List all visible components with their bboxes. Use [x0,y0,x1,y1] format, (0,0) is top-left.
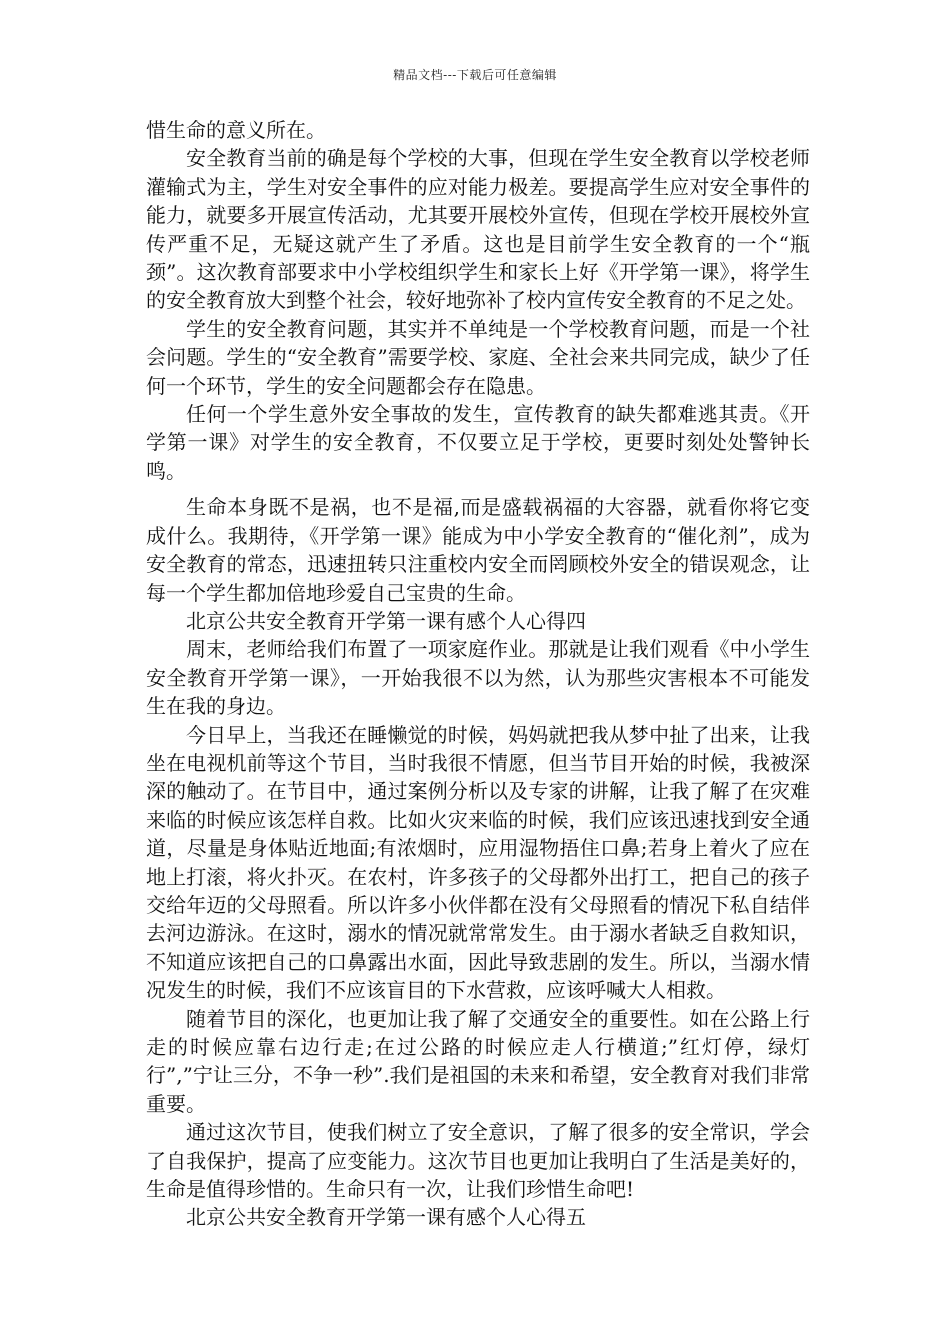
paragraph: 随着节目的深化，也更加让我了解了交通安全的重要性。如在公路上行走的时候应靠右边行走;在过公路的时候应走人行横道;”红灯停，绿灯行”,”宁让三分，不争一秒”.我们是祖国的未来和希望，安全教育对我们非常重要。 [146,1006,810,1116]
paragraph: 通过这次节目，使我们树立了安全意识，了解了很多的安全常识，学会了自我保护，提高了应变能力。这次节目也更加让我明白了生活是美好的，生命是值得珍惜的。生命只有一次，让我们珍惜生命吧! [146,1120,810,1202]
document-body [146,116,810,1232]
section-heading: 北京公共安全教育开学第一课有感个人心得五 [186,1205,586,1230]
paragraph: 周末，老师给我们布置了一项家庭作业。那就是让我们观看《中小学生安全教育开学第一课》，一开始我很不以为然，认为那些灾害根本不可能发生在我的身边。 [146,637,810,719]
paragraph: 今日早上，当我还在睡懒觉的时候，妈妈就把我从梦中扯了出来，让我坐在电视机前等这个节目，当时我很不情愿，但当节目开始的时候，我被深深的触动了。在节目中，通过案例分析以及专家的讲解，让我了解了在灾难来临的时候应该怎样自救。比如火灾来临的时候，我们应该迅速找到安全通道，尽量是身体贴近地面;有浓烟时，应用湿物捂住口鼻;若身上着火了应在地上打滚，将火扑灭。在农村，许多孩子的父母都外出打工，把自己的孩子交给年迈的父母照看。所以许多小伙伴都在没有父母照看的情况下私自结伴去河边游泳。在这时，溺水的情况就常常发生。由于溺水者缺乏自救知识，不知道应该把自己的口鼻露出水面，因此导致悲剧的发生。所以，当溺水情况发生的时候，我们不应该盲目的下水营救，应该呼喊大人相救。 [146,722,810,1003]
page-header: 精品文档---下载后可任意编辑 [393,68,557,82]
paragraph: 任何一个学生意外安全事故的发生，宣传教育的缺失都难逃其责。《开学第一课》对学生的安全教育，不仅要立足于学校，更要时刻处处警钟长鸣。 [146,402,810,483]
paragraph: 学生的安全教育问题，其实并不单纯是一个学校教育问题，而是一个社会问题。学生的“安全教育”需要学校、家庭、全社会来共同完成，缺少了任何一个环节，学生的安全问题都会存在隐患。 [146,316,810,398]
paragraph-continuation: 惜生命的意义所在。 [146,118,326,142]
section-heading: 北京公共安全教育开学第一课有感个人心得四 [186,608,586,633]
paragraph: 生命本身既不是祸，也不是福,而是盛载祸福的大容器，就看你将它变成什么。我期待，《开学第一课》能成为中小学安全教育的“催化剂”，成为安全教育的常态，迅速扭转只注重校内安全而罔顾校外安全的错误观念，让每一个学生都加倍地珍爱自己宝贵的生命。 [146,495,810,605]
paragraph: 安全教育当前的确是每个学校的大事，但现在学生安全教育以学校老师灌输式为主，学生对安全事件的应对能力极差。要提高学生应对安全事件的能力，就要多开展宣传活动，尤其要开展校外宣传，但现在学校开展校外宣传严重不足，无疑这就产生了矛盾。这也是目前学生安全教育的一个“瓶颈”。这次教育部要求中小学校组织学生和家长上好《开学第一课》，将学生的安全教育放大到整个社会，较好地弥补了校内宣传安全教育的不足之处。 [146,146,810,313]
